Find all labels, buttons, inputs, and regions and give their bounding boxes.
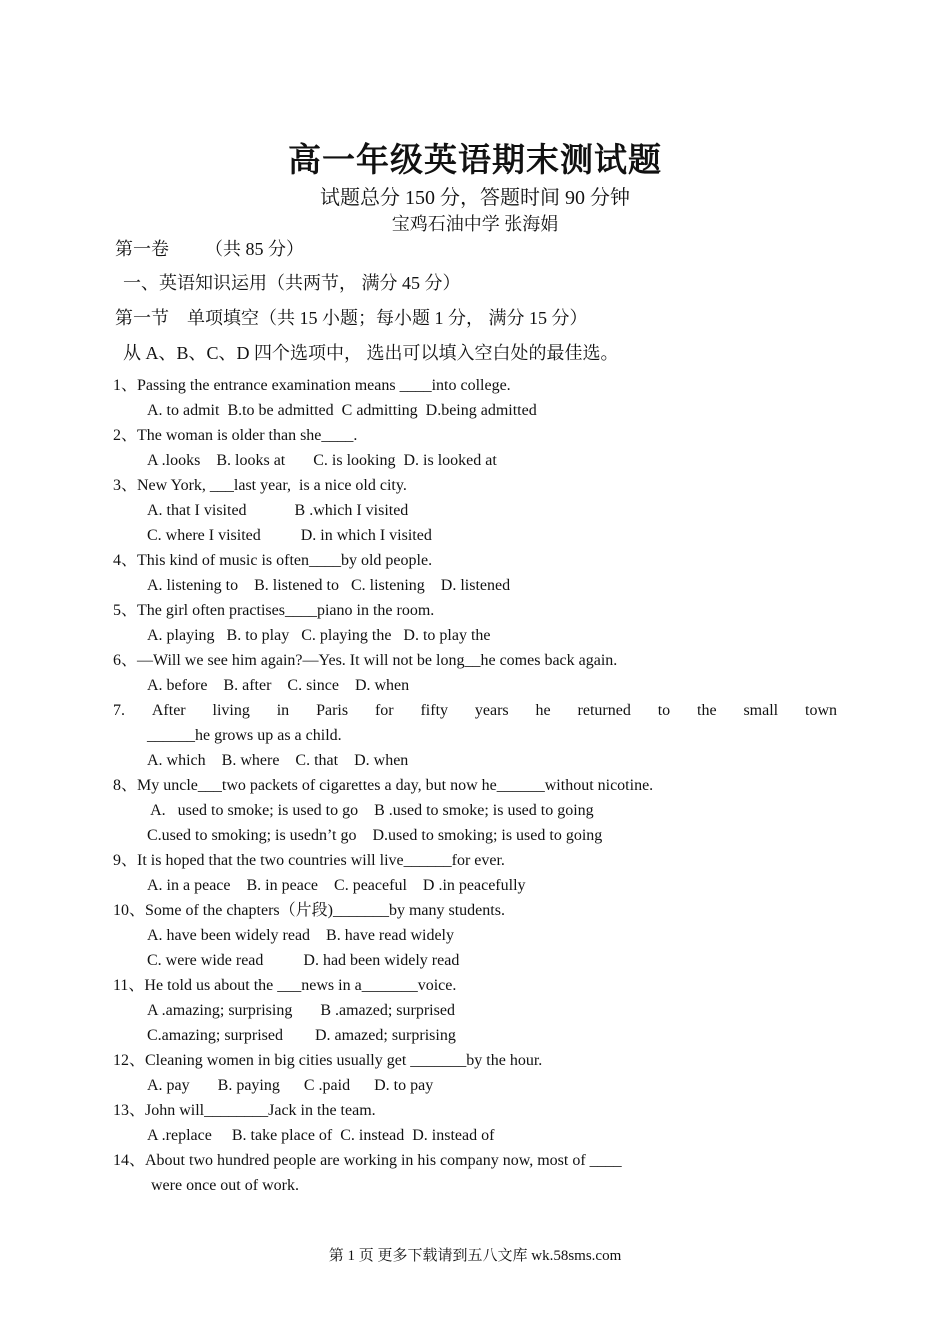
stem-word: living	[212, 702, 250, 719]
section-volume: 第一卷 （共 85 分）	[115, 239, 304, 259]
stem-word: years	[474, 702, 509, 719]
question-options: C.amazing; surprised D. amazed; surprising	[147, 1027, 456, 1044]
page-footer: 第 1 页 更多下载请到五八文库 wk.58sms.com	[328, 1248, 622, 1264]
question-stem: 9、It is hoped that the two countries will live______for ever.	[113, 852, 505, 869]
instruction: 从 A、B、C、D 四个选项中， 选出可以填入空白处的最佳选。	[123, 343, 619, 363]
stem-word: for	[374, 702, 394, 719]
exam-author: 宝鸡石油中学 张海娟	[391, 214, 559, 234]
question-options: A. have been widely read B. have read widely	[147, 927, 454, 944]
question-stem-continued: ______he grows up as a child.	[147, 727, 342, 744]
question-options: A. before B. after C. since D. when	[147, 677, 410, 694]
question-stem: 8、My uncle___two packets of cigarettes a day, but now he______without nicotine.	[113, 777, 654, 794]
question-stem: 11、He told us about the ___news in a_______voice.	[113, 977, 457, 994]
question-options: A .looks B. looks at C. is looking D. is looked at	[147, 452, 497, 469]
question-stem: 2、The woman is older than she____.	[113, 427, 358, 444]
stem-word: returned	[577, 702, 631, 719]
page-title: 高一年级英语期末测试题	[288, 143, 662, 179]
stem-word: small	[743, 702, 779, 719]
stem-word: to	[657, 702, 671, 719]
question-options: A. listening to B. listened to C. listening D. listened	[147, 577, 511, 594]
question-options: A .amazing; surprising B .amazed; surprised	[147, 1002, 455, 1019]
question-stem: 6、—Will we see him again?—Yes. It will not be long__he comes back again.	[113, 652, 618, 669]
question-stem: 1、Passing the entrance examination means ____into college.	[113, 377, 511, 394]
section-part: 一、英语知识运用（共两节， 满分 45 分）	[123, 273, 461, 293]
stem-word: After	[151, 702, 186, 719]
question-options: A. used to smoke; is used to go B .used to smoke; is used to going	[147, 802, 594, 819]
question-stem: 3、New York, ___last year, is a nice old city.	[113, 477, 407, 494]
question-options: C.used to smoking; is usedn’t go D.used to smoking; is used to going	[147, 827, 603, 844]
question-options: C. were wide read D. had been widely read	[147, 952, 460, 969]
question-options: A. in a peace B. in peace C. peaceful D .in peacefully	[147, 877, 526, 894]
stem-word: the	[697, 702, 717, 719]
question-options: A. that I visited B .which I visited	[147, 502, 409, 519]
question-stem: 14、About two hundred people are working in his company now, most of ____	[113, 1152, 622, 1169]
stem-word: 7.	[113, 702, 125, 719]
exam-subtitle: 试题总分 150 分，答题时间 90 分钟	[320, 187, 630, 209]
question-options: A. to admit B.to be admitted C admitting D.being admitted	[147, 402, 537, 419]
stem-word: town	[805, 702, 837, 719]
question-stem: 10、Some of the chapters（片段)_______by many students.	[113, 902, 505, 919]
question-options: A. playing B. to play C. playing the D. to play the	[147, 627, 491, 644]
question-stem: 4、This kind of music is often____by old people.	[113, 552, 433, 569]
question-options: C. where I visited D. in which I visited	[147, 527, 432, 544]
question-options: A. pay B. paying C .paid D. to pay	[147, 1077, 434, 1094]
stem-word: fifty	[420, 702, 449, 719]
stem-word: he	[535, 702, 551, 719]
question-stem: 5、The girl often practises____piano in the room.	[113, 602, 435, 619]
question-stem: 12、Cleaning women in big cities usually get _______by the hour.	[113, 1052, 543, 1069]
question-options: A .replace B. take place of C. instead D. instead of	[147, 1127, 495, 1144]
question-stem-justified	[113, 700, 837, 722]
question-stem: 13、John will________Jack in the team.	[113, 1102, 376, 1119]
question-options: were once out of work.	[147, 1177, 299, 1194]
stem-word: in	[276, 702, 290, 719]
stem-word: Paris	[316, 702, 349, 719]
question-options: A. which B. where C. that D. when	[147, 752, 409, 769]
section-sub: 第一节 单项填空（共 15 小题；每小题 1 分， 满分 15 分）	[115, 308, 588, 328]
